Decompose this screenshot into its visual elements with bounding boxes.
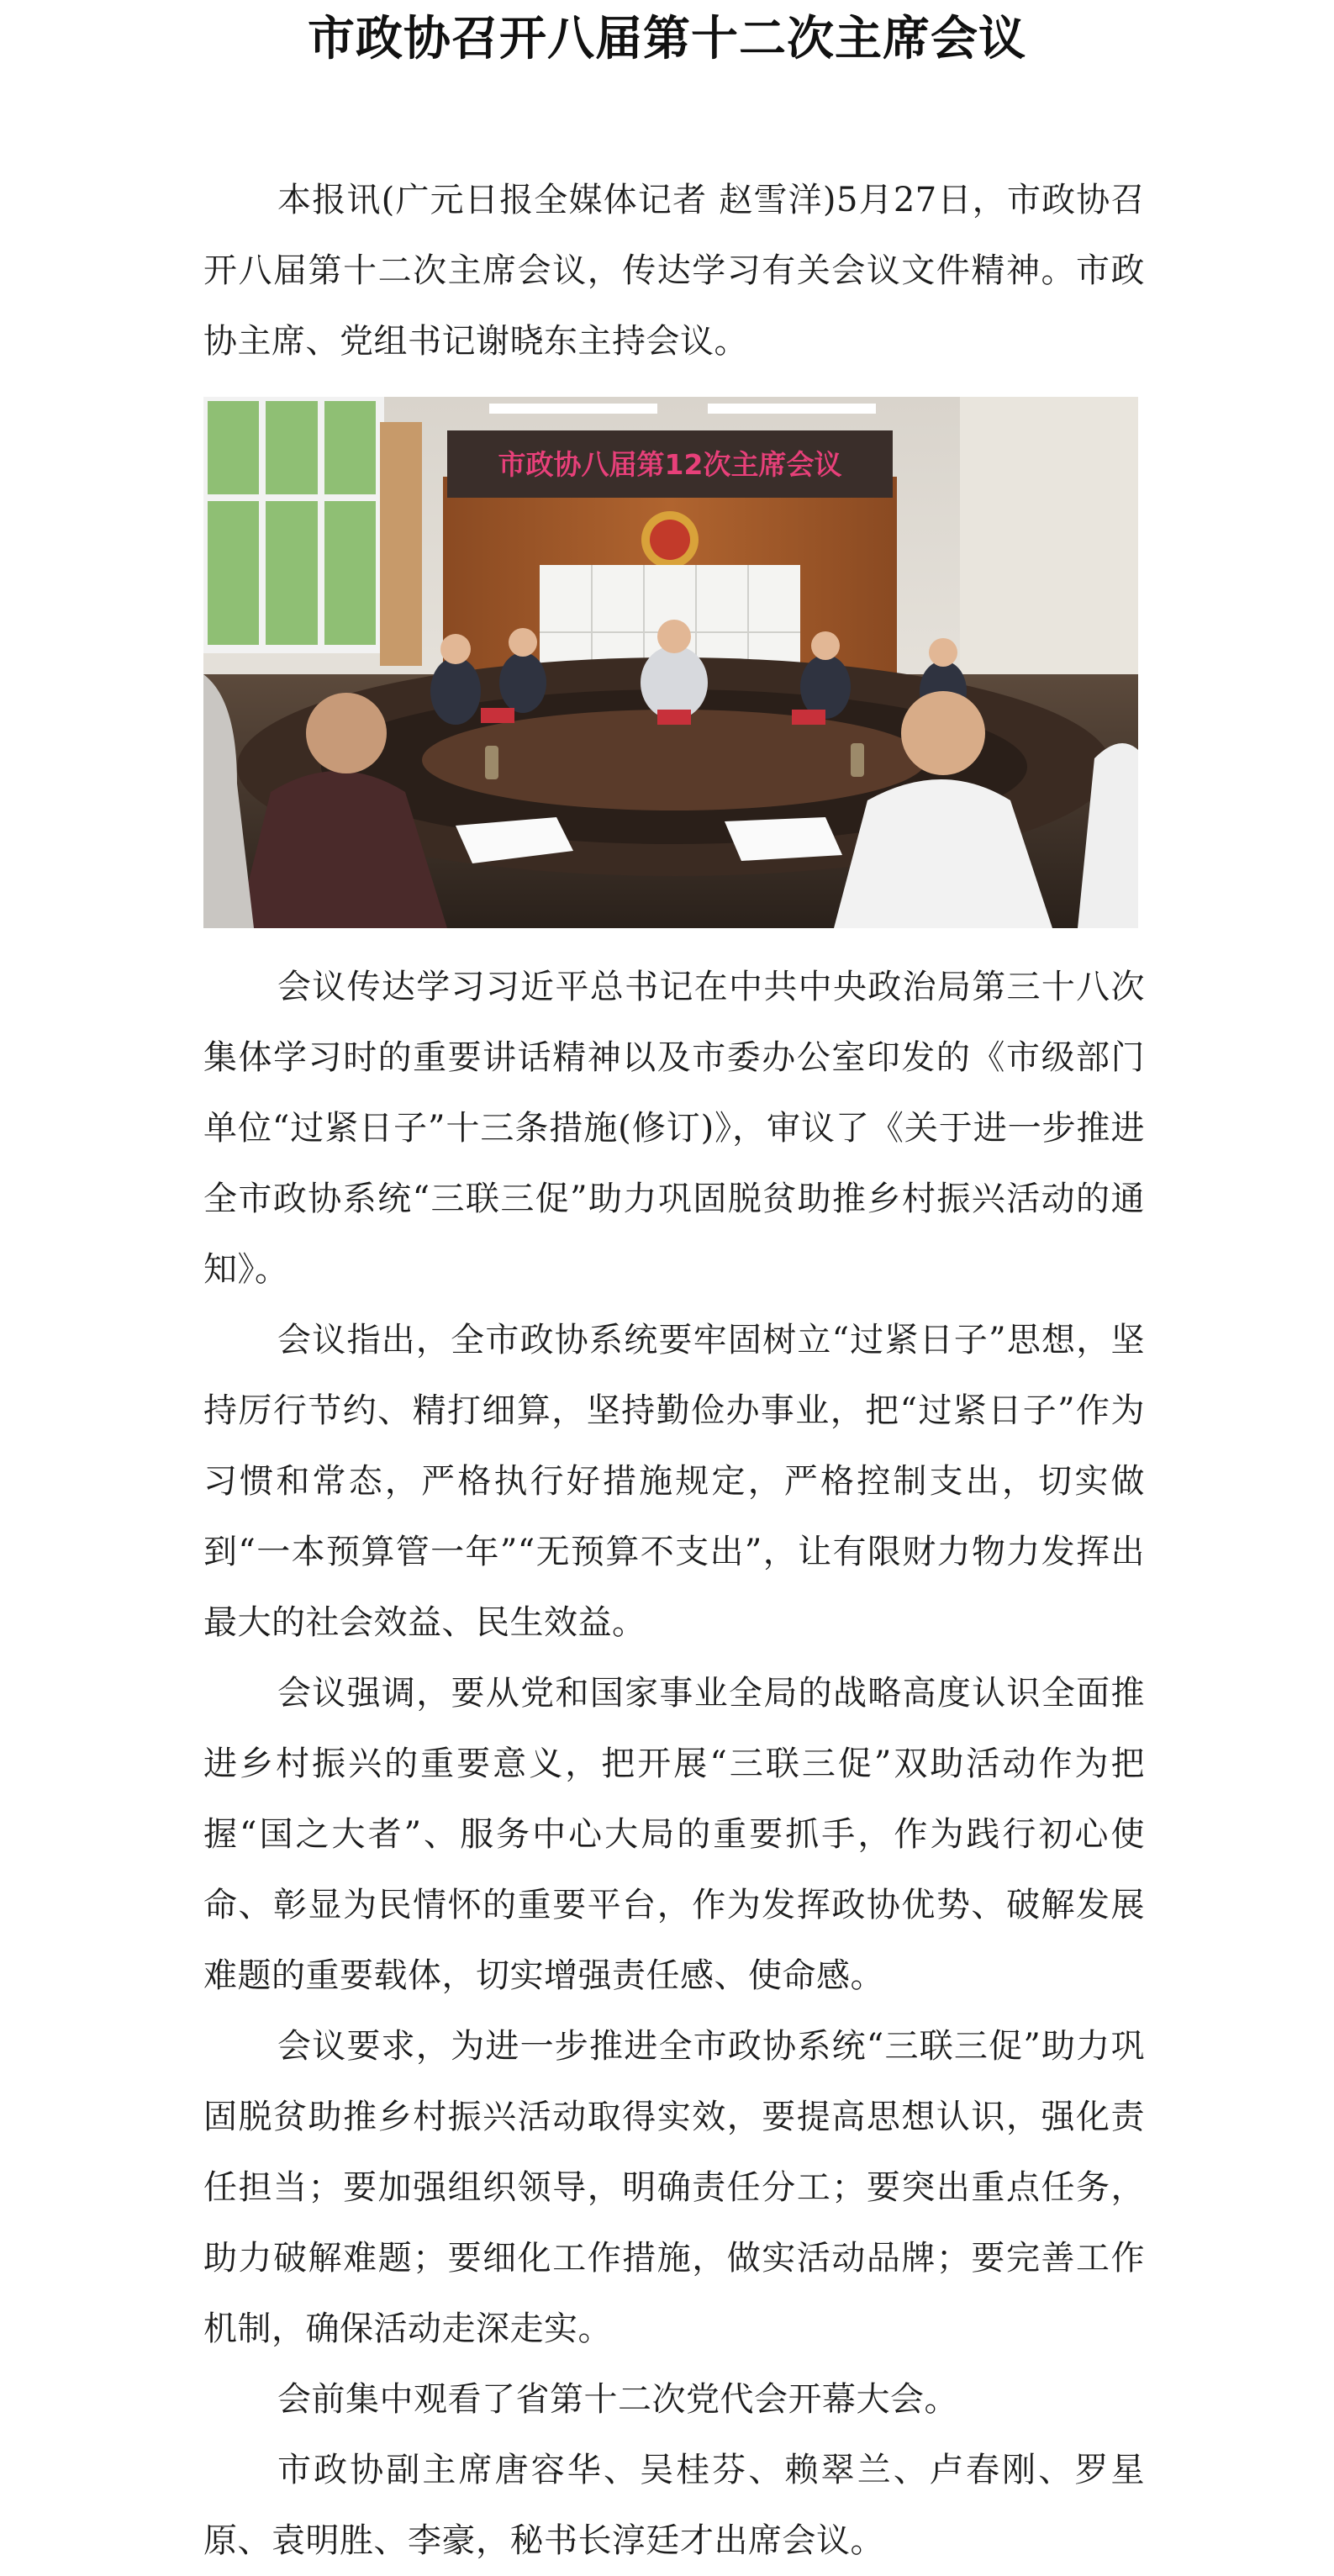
article-paragraph: 市政协副主席唐容华、吴桂芬、赖翠兰、卢春刚、罗星原、袁明胜、李豪，秘书长淳廷才出席会议。 [203, 2451, 1145, 2560]
article-paragraph: 会议指出，全市政协系统要牢固树立“过紧日子”思想，坚持厉行节约、精打细算，坚持勤俭办事业，把“过紧日子”作为习惯和常态，严格执行好措施规定，严格控制支出，切实做到“一本预算管一年”“无预算不支出”，让有限财力物力发挥出最大的社会效益、民生效益。 [203, 1321, 1145, 1642]
article-paragraph: 会前集中观看了省第十二次党代会开幕大会。 [277, 2380, 958, 2419]
article-paragraph: 会议要求，为进一步推进全市政协系统“三联三促”助力巩固脱贫助推乡村振兴活动取得实效，要提高思想认识，强化责任担当；要加强组织领导，明确责任分工；要突出重点任务，助力破解难题；要细化工作措施，做实活动品牌；要完善工作机制，确保活动走深走实。 [203, 2027, 1145, 2348]
article-paragraph: 会议强调，要从党和国家事业全局的战略高度认识全面推进乡村振兴的重要意义，把开展“三联三促”双助活动作为把握“国之大者”、服务中心大局的重要抓手，作为践行初心使命、彰显为民情怀的重要平台，作为发挥政协优势、破解发展难题的重要载体，切实增强责任感、使命感。 [203, 1674, 1145, 1995]
article-body [203, 165, 1145, 2576]
article-paragraph: 本报讯(广元日报全媒体记者 赵雪洋)5月27日，市政协召开八届第十二次主席会议，传达学习有关会议文件精神。市政协主席、党组书记谢晓东主持会议。 [203, 181, 1145, 361]
article-title: 市政协召开八届第十二次主席会议 [308, 11, 1026, 66]
article-paragraph: 会议传达学习习近平总书记在中共中央政治局第三十八次集体学习时的重要讲话精神以及市委办公室印发的《市级部门单位“过紧日子”十三条措施(修订)》，审议了《关于进一步推进全市政协系统“三联三促”助力巩固脱贫助推乡村振兴活动的通知》。 [203, 968, 1145, 1289]
photo-banner-text: 市政协八届第12次主席会议 [498, 448, 842, 481]
meeting-photo [203, 397, 1138, 928]
